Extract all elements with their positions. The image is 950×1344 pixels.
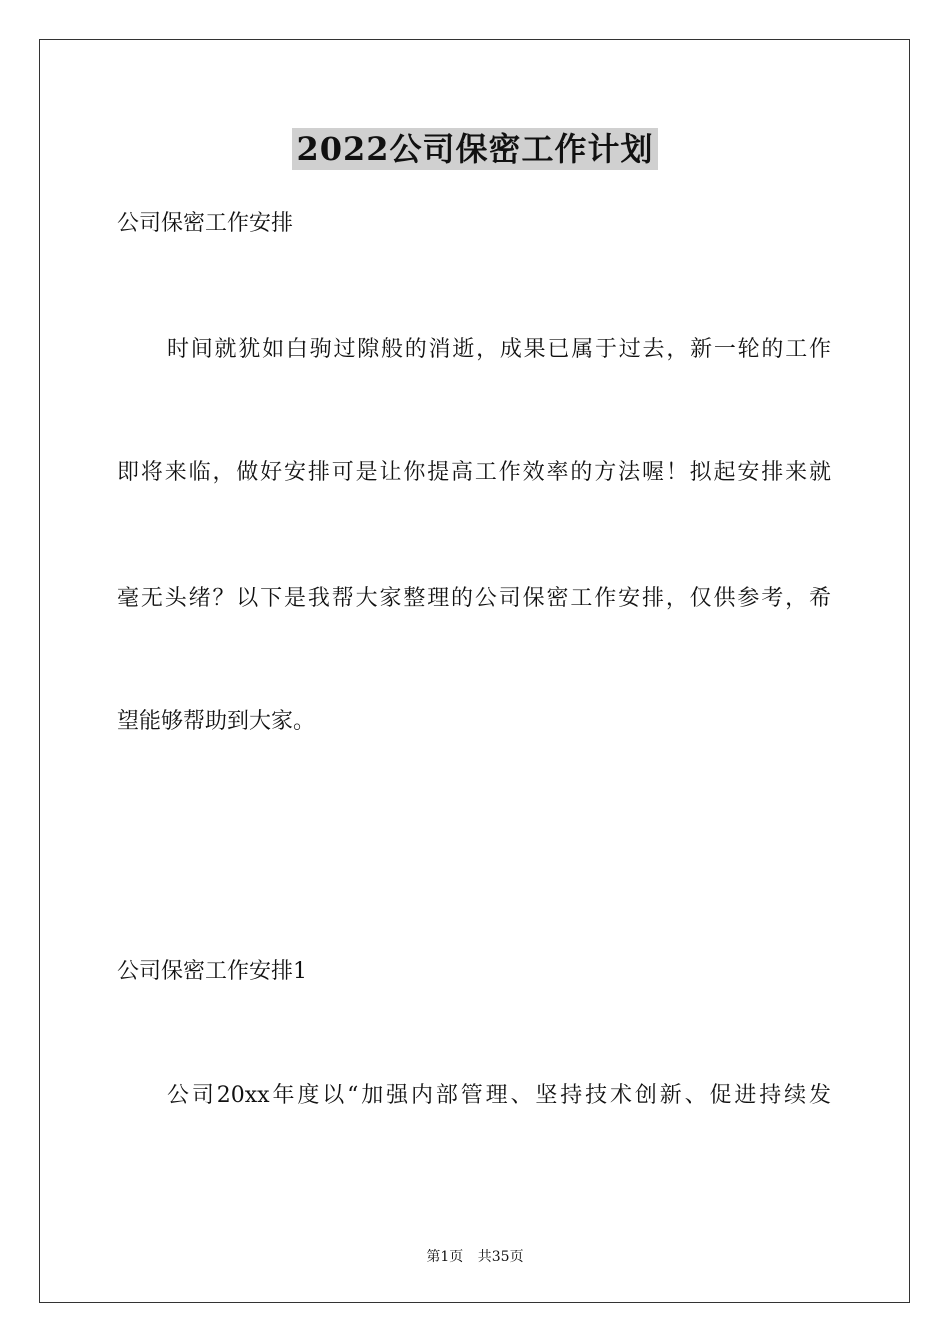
document-title: 2022公司保密工作计划 [292,128,657,170]
page-total: 共35页 [477,1249,524,1265]
paragraph-line: 望能够帮助到大家。 [117,709,316,734]
section-heading: 公司保密工作安排1 [117,959,307,984]
paragraph-line: 即将来临，做好安排可是让你提高工作效率的方法喔！拟起安排来就 [117,460,831,485]
paragraph-line: 时间就犹如白驹过隙般的消逝，成果已属于过去，新一轮的工作 [167,337,831,362]
paragraph-line: 公司20xx年度以“加强内部管理、坚持技术创新、促进持续发 [167,1083,831,1108]
page-footer [0,1247,950,1267]
section-heading: 公司保密工作安排 [117,211,294,236]
paragraph-line: 毫无头绪？以下是我帮大家整理的公司保密工作安排，仅供参考，希 [117,586,831,611]
title-container [0,128,950,170]
page-number: 第1页 [426,1249,464,1265]
